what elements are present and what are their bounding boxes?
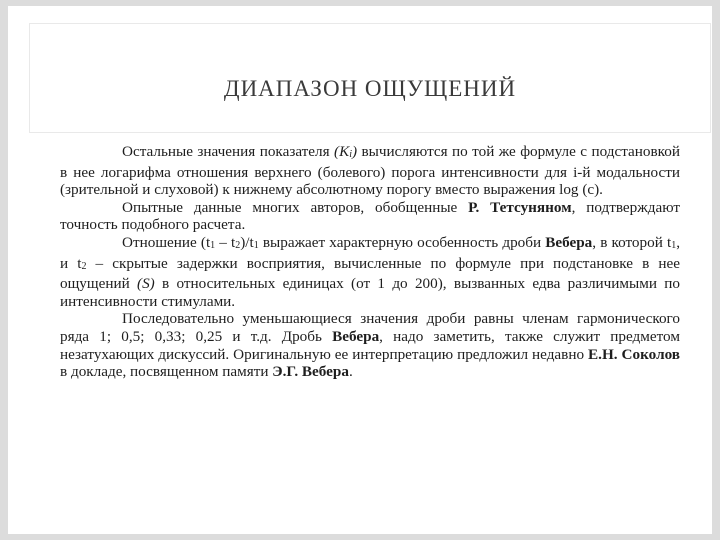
slide-title: ДИАПАЗОН ОЩУЩЕНИЙ bbox=[223, 76, 517, 101]
weber-name-2: Вебера bbox=[332, 327, 380, 345]
paragraph-1: Остальные значения показателя (Ki) вычисляются по той же формуле с подстановкой в нее логарифма отношения верхнего (болевого) порога интенсивности для i-й модальности (зрительной и слуховой) к нижнему абсолютному порогу вместо выражения log (c). bbox=[60, 143, 680, 199]
author-sokolov: Е.Н. Соколов bbox=[588, 345, 681, 363]
title-box bbox=[30, 24, 710, 132]
paragraph-4: Последовательно уменьшающиеся значения дроби равны членам гармонического ряда 1; 0,5; 0,33; 0,25 и т.д. Дробь Вебера, надо заметить, также служит предметом незатухающих дискуссий. Оригинальную ее интерпретацию предложил недавно Е.Н. Соколов в докладе, посвященном памяти Э.Г. Вебера. bbox=[60, 310, 681, 381]
author-eg-weber: Э.Г. Вебера bbox=[272, 363, 349, 381]
author-tetsunyan: Р. Тетсуняном bbox=[468, 198, 572, 216]
slide-body bbox=[60, 143, 680, 381]
weber-name: Вебера bbox=[545, 233, 593, 251]
slide bbox=[8, 6, 712, 534]
paragraph-2: Опытные данные многих авторов, обобщенные Р. Тетсуняном, подтверждают точность подобного расчета. bbox=[60, 198, 680, 234]
paragraph-3: Отношение (t1 – t2)/t1 выражает характерную особенность дроби Вебера, в которой t1, и t2 – скрытые задержки восприятия, вычисленные по формуле при подстановке в нее ощущений (S) в относительных единицах (от 1 до 200), вызванных едва различимыми по интенсивности стимулами. bbox=[60, 233, 681, 310]
